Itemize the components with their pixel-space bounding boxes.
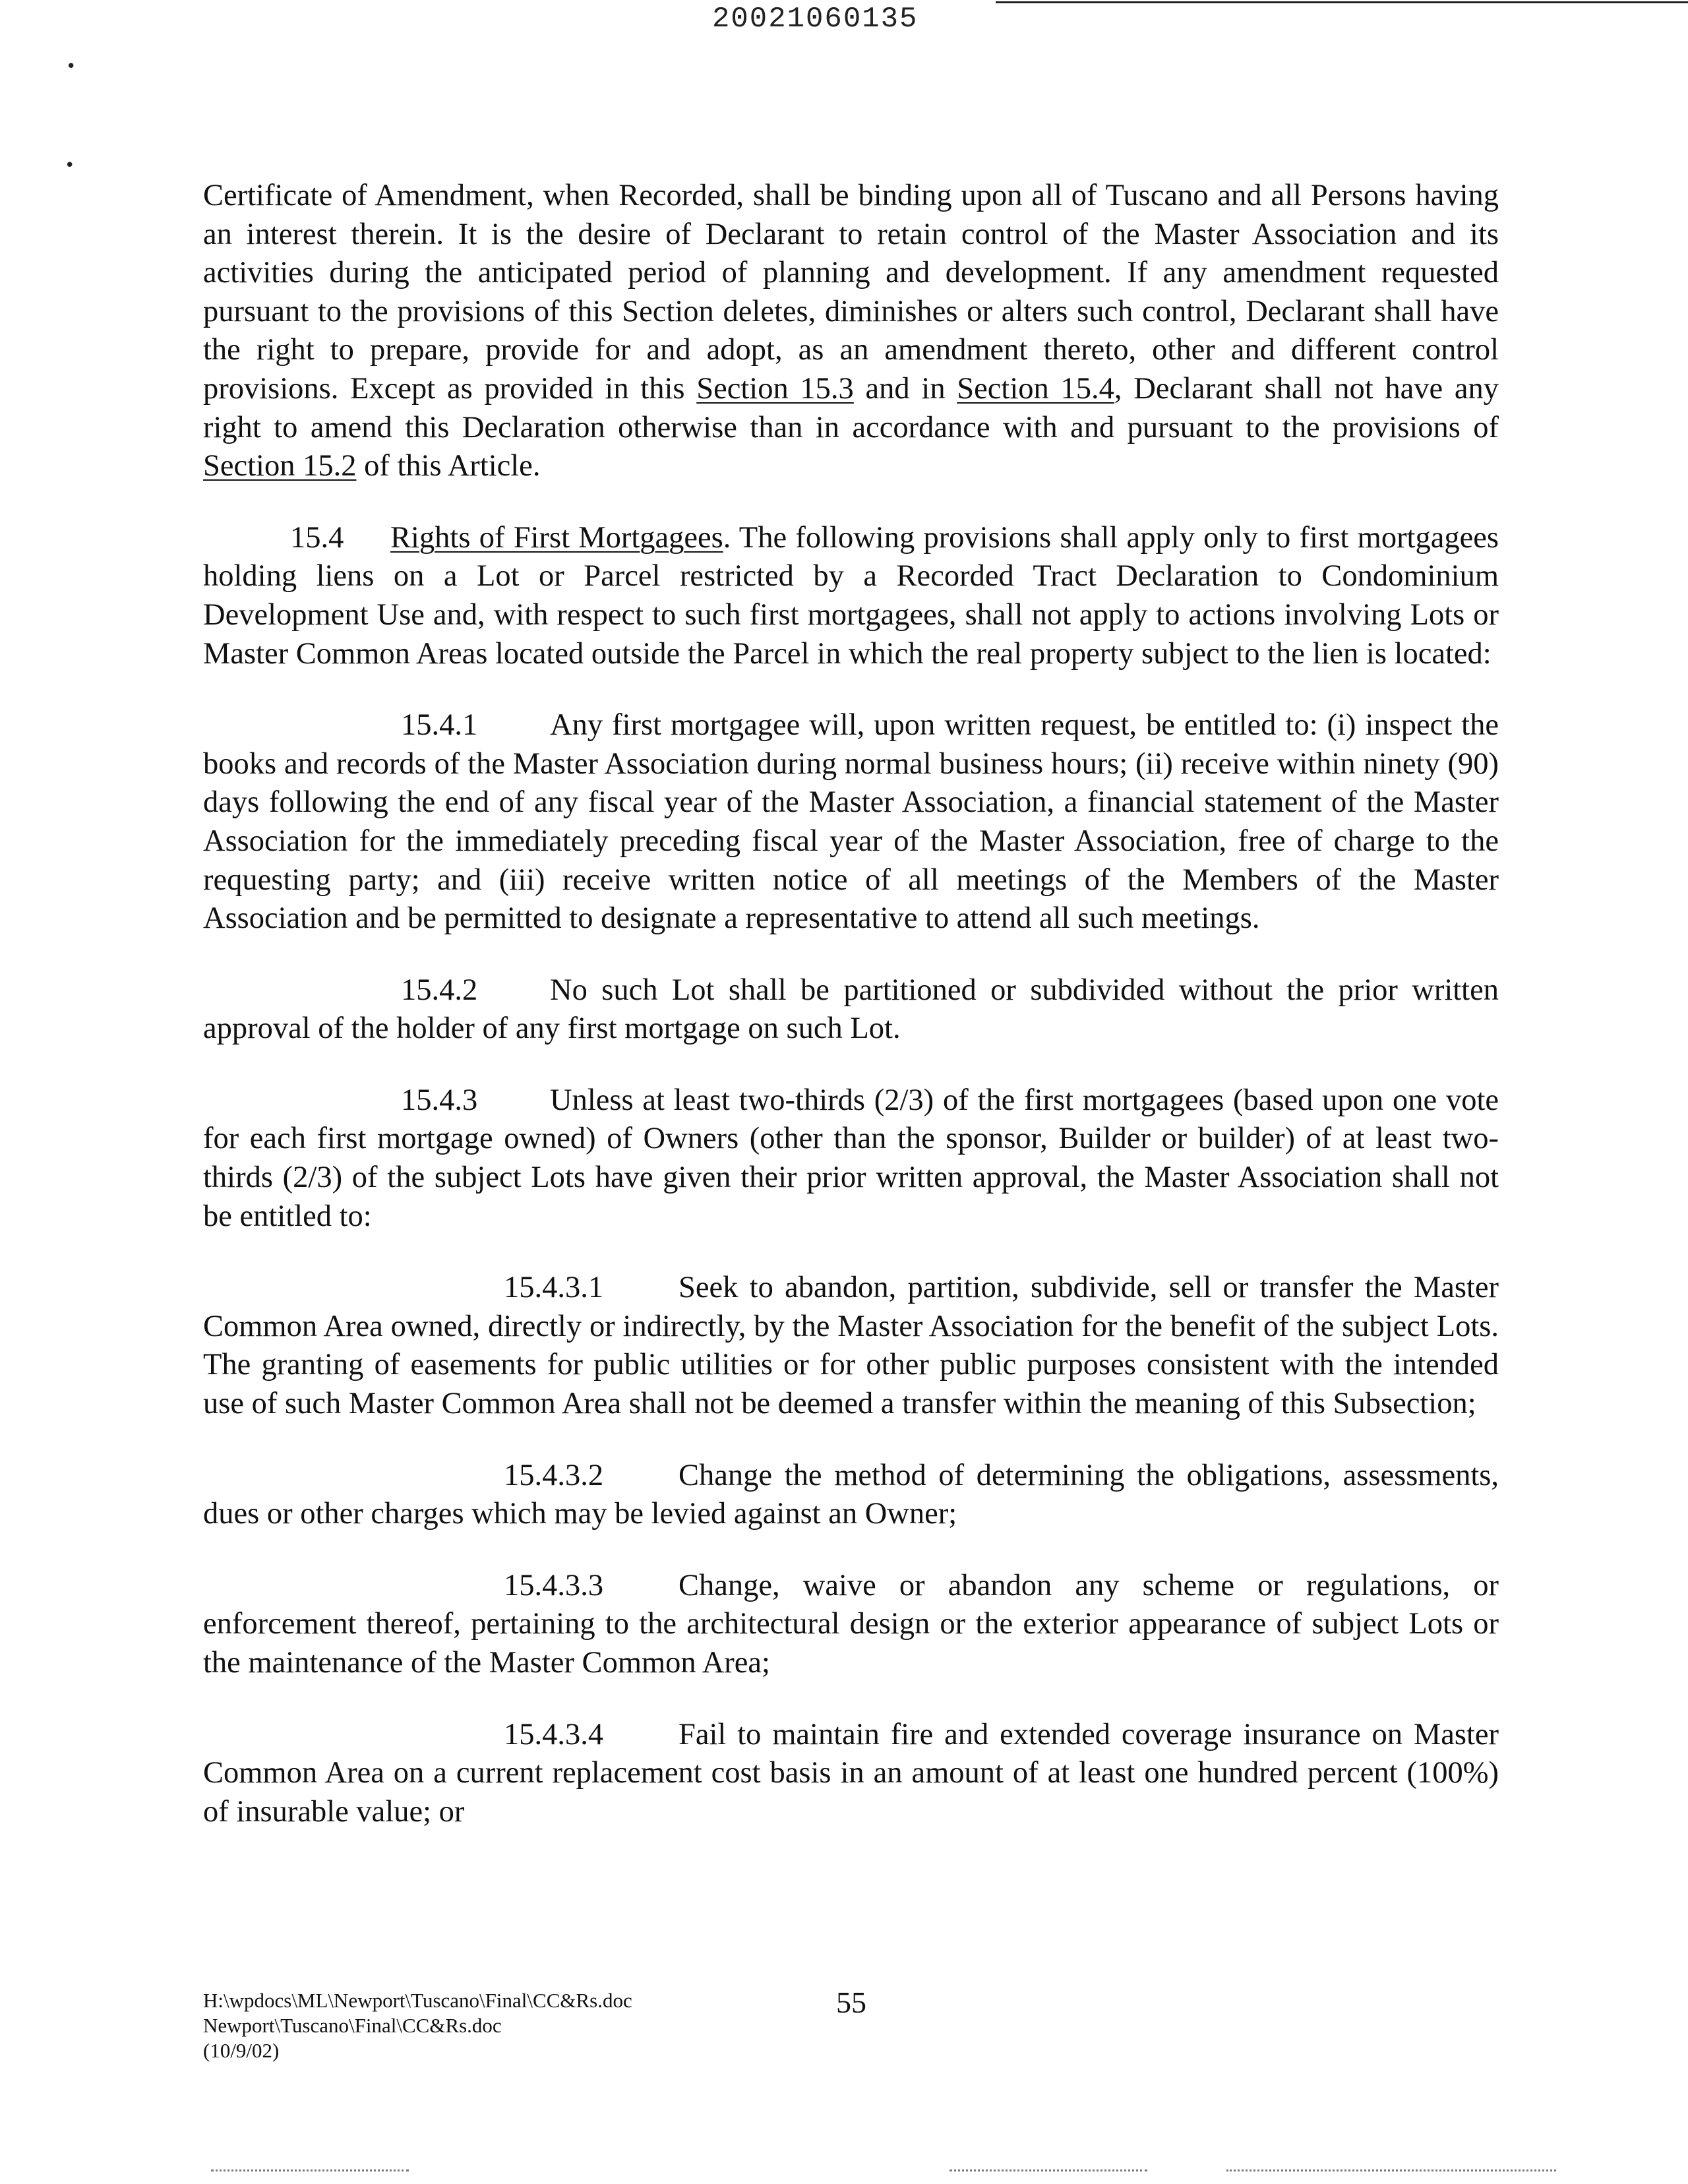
footer-date: (10/9/02) (203, 2039, 280, 2062)
section-number: 15.4.3.2 (504, 1458, 604, 1492)
scan-noise (1226, 2169, 1556, 2174)
section-15-2-reference: Section 15.2 (203, 449, 357, 483)
footer-path-2: Newport\Tuscano\Final\CC&Rs.doc (203, 2014, 502, 2037)
section-15-4-3: 15.4.3 Unless at least two-thirds (2/3) of the first mortgagees (based upon one vote for each first mortgage owned) of Owners (other than the sponsor, Builder or builder) of at least two-thirds (2/3) of the subject Lots have given their prior written approval, the Master Association shall not be entitled to: (203, 1081, 1499, 1236)
footer-path-1: H:\wpdocs\ML\Newport\Tuscano\Final\CC&Rs.doc (203, 1989, 632, 2012)
section-15-4-3-1: 15.4.3.1 Seek to abandon, partition, subdivide, sell or transfer the Master Common Area owned, directly or indirectly, by the Master Association for the benefit of the subject Lots. The granting of easements for public utilities or for other public purposes consistent with the intended use of such Master Common Area shall not be deemed a transfer within the meaning of this Subsection; (203, 1269, 1499, 1423)
section-number: 15.4.3.1 (504, 1271, 604, 1305)
page-number: 55 (836, 1986, 866, 2019)
section-15-4-3-3: 15.4.3.3 Change, waive or abandon any scheme or regulations, or enforcement thereof, pertaining to the architectural design or the exterior appearance of subject Lots or the maintenance of the Master Common Area; (203, 1567, 1499, 1683)
section-number: 15.4.3.4 (504, 1717, 604, 1751)
section-heading: Rights of First Mortgagees (390, 520, 723, 555)
section-number: 15.4.2 (401, 973, 478, 1007)
section-15-4-2: 15.4.2 No such Lot shall be partitioned or subdivided without the prior written approval of the holder of any first mortgage on such Lot. (203, 971, 1499, 1048)
section-15-4-3-2: 15.4.3.2 Change the method of determining the obligations, assessments, dues or other charges which may be levied against an Owner; (203, 1457, 1499, 1534)
header-rule (996, 1, 1688, 3)
section-number: 15.4.3.3 (504, 1568, 604, 1602)
section-number: 15.4.3 (401, 1083, 478, 1117)
scan-noise (211, 2169, 409, 2174)
section-15-4: 15.4 Rights of First Mortgagees. The following provisions shall apply only to first mortgagees holding liens on a Lot or Parcel restricted by a Recorded Tract Declaration to Condominium Development Use and, with respect to such first mortgagees, shall not apply to actions involving Lots or Master Common Areas located outside the Parcel in which the real property subject to the lien is located: (203, 519, 1499, 673)
footer-file-info (203, 1988, 632, 2063)
section-15-4-reference: Section 15.4 (957, 371, 1114, 406)
scan-noise (950, 2169, 1147, 2174)
section-15-4-3-4: 15.4.3.4 Fail to maintain fire and extended coverage insurance on Master Common Area on a current replacement cost basis in an amount of at least one hundred percent (100%) of insurable value; or (203, 1716, 1499, 1832)
paragraph-continuation: Certificate of Amendment, when Recorded, shall be binding upon all of Tuscano and all Persons having an interest therein. It is the desire of Declarant to retain control of the Master Association and its activities during the anticipated period of planning and development. If any amendment requested pursuant to the provisions of this Section deletes, diminishes or alters such control, Declarant shall have the right to prepare, provide for and adopt, as an amendment thereto, other and different control provisions. Except as provided in this Section 15.3 and in Section 15.4, Declarant shall not have any right to amend this Declaration otherwise than in accordance with and pursuant to the provisions of Section 15.2 of this Article. (203, 179, 1499, 483)
document-body (203, 177, 1499, 1831)
scan-mark-second: • (65, 156, 75, 175)
section-number: 15.4.1 (401, 708, 478, 743)
section-15-3-reference: Section 15.3 (696, 371, 854, 406)
scan-mark-top: • (66, 57, 76, 76)
document-number: 20021060135 (712, 3, 919, 36)
section-15-4-1: 15.4.1 Any first mortgagee will, upon written request, be entitled to: (i) inspect the books and records of the Master Association during normal business hours; (ii) receive within ninety (90) days following the end of any fiscal year of the Master Association, a financial statement of the Master Association for the immediately preceding fiscal year of the Master Association, free of charge to the requesting party; and (iii) receive written notice of all meetings of the Members of the Master Association and be permitted to designate a representative to attend all such meetings. (203, 706, 1499, 938)
section-number: 15.4 (290, 520, 344, 555)
